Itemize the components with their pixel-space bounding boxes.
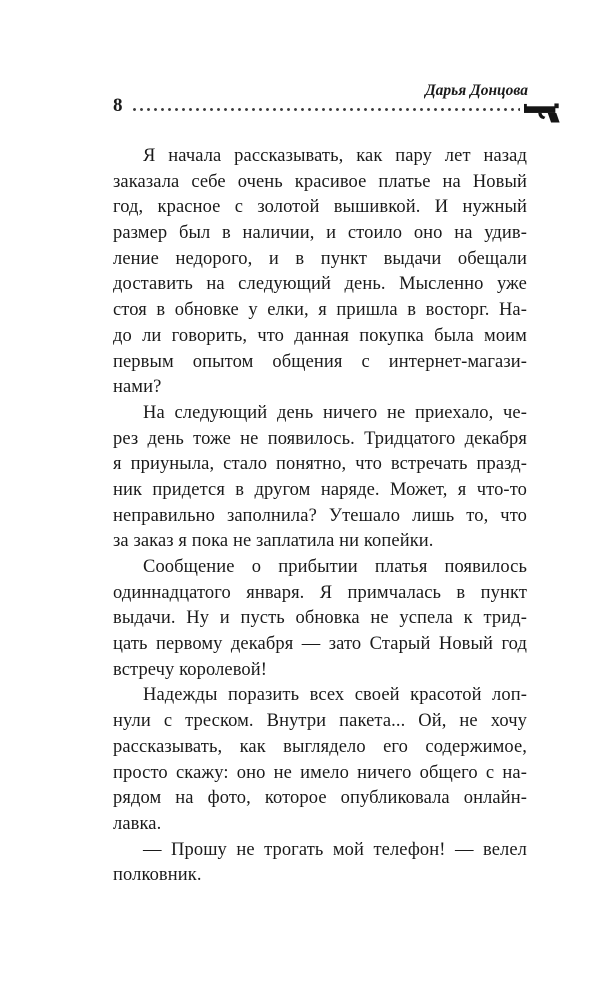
text-line: ник придется в другом наряде. Может, я что-то <box>113 479 527 500</box>
text-line: заказала себе очень красивое платье на Новый <box>113 171 527 192</box>
text-line: лавка. <box>113 813 162 834</box>
text-line: я приуныла, стало понятно, что встречать празд- <box>113 454 527 475</box>
text-line: На следующий день ничего не приехало, че- <box>143 402 527 423</box>
running-head <box>113 84 556 120</box>
text-line: размер был в наличии, и стоило оно на удив- <box>113 223 527 244</box>
text-line: доставить на следующий день. Мысленно уже <box>113 274 527 295</box>
text-line: встречу королевой! <box>113 659 268 680</box>
dotted-rule <box>133 108 520 111</box>
text-line: год, красное с золотой вышивкой. И нужный <box>113 197 527 218</box>
gun-icon <box>524 100 562 124</box>
author-name: Дарья Донцова <box>425 82 528 99</box>
text-line: полковник. <box>113 865 202 886</box>
text-line: Я начала рассказывать, как пару лет назад <box>143 146 527 166</box>
text-line: рассказывать, как выглядело его содержимое, <box>113 736 527 757</box>
text-line: Сообщение о прибытии платья появилось <box>143 557 527 577</box>
paragraph <box>113 838 527 889</box>
text-line: рез день тоже не появилось. Тридцатого декабря <box>113 428 527 449</box>
paragraph <box>113 144 527 401</box>
text-line: стоя в обновке у елки, я пришла в восторг. На- <box>113 300 527 321</box>
text-line: просто скажу: оно не имело ничего общего с на- <box>113 762 527 783</box>
paragraph <box>113 401 527 555</box>
text-line: одиннадцатого января. Я примчалась в пункт <box>113 582 527 603</box>
text-line: выдачи. Ну и пусть обновка не успела к трид- <box>113 608 527 629</box>
paragraph <box>113 683 527 837</box>
text-line: нули с треском. Внутри пакета... Ой, не хочу <box>113 711 527 732</box>
text-line: рядом на фото, которое опубликовала онлайн- <box>113 788 527 809</box>
text-line: ление недорого, и в пункт выдачи обещали <box>113 248 527 269</box>
page-number: 8 <box>113 95 123 116</box>
text-line: цать первому декабря — зато Старый Новый год <box>113 634 527 655</box>
text-line: за заказ я пока не заплатила ни копейки. <box>113 531 434 552</box>
text-line: до ли говорить, что данная покупка была моим <box>113 325 527 346</box>
text-line: — Прошу не трогать мой телефон! — велел <box>143 839 527 860</box>
text-line: Надежды поразить всех своей красотой лоп- <box>143 685 527 706</box>
text-line: неправильно заполнила? Утешало лишь то, что <box>113 505 527 526</box>
body-text <box>113 144 527 889</box>
text-line: первым опытом общения с интернет-магази- <box>113 351 527 372</box>
text-line: нами? <box>113 377 162 398</box>
paragraph <box>113 555 527 683</box>
